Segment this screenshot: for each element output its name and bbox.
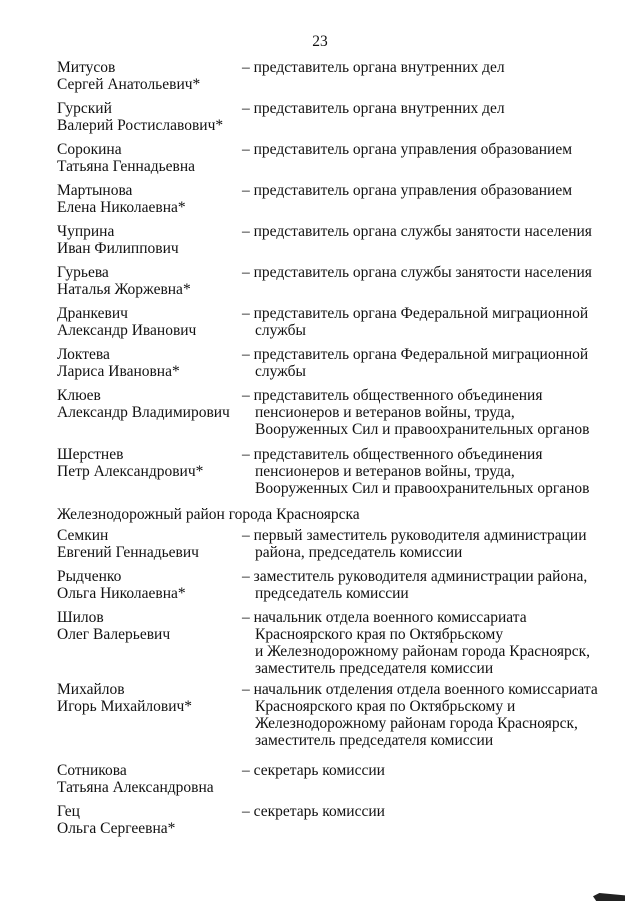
member-role-line: – представитель органа внутренних дел [242, 100, 505, 117]
member-surname: Мартынова [57, 182, 133, 199]
member-role-line: пенсионеров и ветеранов войны, труда, [255, 404, 515, 421]
member-surname: Михайлов [57, 681, 125, 698]
member-given-names: Евгений Геннадьевич [57, 544, 199, 561]
member-name [57, 305, 237, 339]
member-given-names: Петр Александрович* [57, 463, 204, 480]
member-role-line: Красноярского края по Октябрьскому [255, 626, 504, 643]
member-surname: Рыдченко [57, 568, 122, 585]
member-role [242, 346, 622, 380]
member-given-names: Наталья Жоржевна* [57, 281, 191, 298]
member-role [242, 182, 622, 199]
member-given-names: Ольга Сергеевна* [57, 820, 176, 837]
member-name [57, 609, 237, 643]
member-role-line: – секретарь комиссии [242, 762, 385, 779]
member-role [242, 446, 622, 497]
member-role-line: – начальник отделения отдела военного комиссариата [242, 681, 598, 698]
member-given-names: Олег Валерьевич [57, 626, 171, 643]
member-role-line: – представитель органа управления образованием [242, 141, 573, 158]
member-surname: Клюев [57, 387, 101, 404]
member-given-names: Татьяна Геннадьевна [57, 158, 196, 175]
member-surname: Локтева [57, 346, 110, 363]
member-surname: Сорокина [57, 141, 122, 158]
member-role-line: Красноярского края по Октябрьскому и [255, 698, 516, 715]
member-given-names: Иван Филиппович [57, 240, 179, 257]
member-surname: Шилов [57, 609, 104, 626]
member-role-line: заместитель председателя комиссии [255, 660, 494, 677]
member-role-line: – представитель общественного объединения [242, 387, 543, 404]
member-role-line: – представитель органа Федеральной миграционной [242, 305, 589, 322]
member-role [242, 387, 622, 438]
member-role-line: пенсионеров и ветеранов войны, труда, [255, 463, 515, 480]
member-surname: Дранкевич [57, 305, 128, 322]
member-given-names: Валерий Ростиславович* [57, 117, 224, 134]
member-role-line: – первый заместитель руководителя администрации [242, 527, 587, 544]
member-role [242, 762, 622, 779]
page-number: 23 [312, 33, 328, 50]
member-given-names: Татьяна Александровна [57, 779, 214, 796]
member-surname: Сотникова [57, 762, 127, 779]
member-role-line: заместитель председателя комиссии [255, 732, 494, 749]
member-name [57, 762, 237, 796]
scan-edge-mark [593, 893, 625, 901]
member-role-line: Вооруженных Сил и правоохранительных органов [255, 421, 590, 438]
member-given-names: Лариса Ивановна* [57, 363, 180, 380]
member-role-line: службы [255, 363, 306, 380]
member-given-names: Александр Владимирович [57, 404, 230, 421]
member-surname: Семкин [57, 527, 109, 544]
member-role [242, 141, 622, 158]
member-surname: Гурьева [57, 264, 109, 281]
member-name [57, 527, 237, 561]
member-role-line: службы [255, 322, 306, 339]
member-role [242, 305, 622, 339]
member-name [57, 681, 237, 715]
member-role [242, 100, 622, 117]
member-role-line: председатель комиссии [255, 585, 409, 602]
member-surname: Шерстнев [57, 446, 124, 463]
member-role [242, 681, 622, 749]
member-role-line: – представитель органа службы занятости населения [242, 264, 592, 281]
member-given-names: Игорь Михайлович* [57, 698, 193, 715]
member-role [242, 223, 622, 240]
member-name [57, 346, 237, 380]
member-given-names: Александр Иванович [57, 322, 197, 339]
member-given-names: Ольга Николаевна* [57, 585, 186, 602]
member-name [57, 182, 237, 216]
member-name [57, 387, 237, 421]
member-surname: Гурский [57, 100, 112, 117]
member-name [57, 223, 237, 257]
member-name [57, 568, 237, 602]
member-role-line: и Железнодорожному районам города Красноярск, [255, 643, 591, 660]
member-name [57, 141, 237, 175]
member-role-line: – начальник отдела военного комиссариата [242, 609, 527, 626]
member-surname: Гец [57, 803, 80, 820]
member-role [242, 264, 622, 281]
section-heading: Железнодорожный район города Красноярска [57, 506, 360, 523]
member-role-line: – секретарь комиссии [242, 803, 385, 820]
member-surname: Чуприна [57, 223, 115, 240]
member-role-line: – представитель органа управления образованием [242, 182, 573, 199]
member-role [242, 568, 622, 602]
member-role-line: – заместитель руководителя администрации района, [242, 568, 588, 585]
member-role-line: района, председатель комиссии [255, 544, 463, 561]
member-role-line: – представитель органа Федеральной миграционной [242, 346, 589, 363]
member-name [57, 803, 237, 837]
member-role [242, 527, 622, 561]
member-given-names: Елена Николаевна* [57, 199, 186, 216]
member-role-line: Железнодорожному районам города Красноярск, [255, 715, 578, 732]
member-name [57, 446, 237, 480]
member-name [57, 264, 237, 298]
member-role-line: – представитель органа службы занятости населения [242, 223, 592, 240]
member-role [242, 609, 622, 677]
member-surname: Митусов [57, 59, 116, 76]
member-role-line: – представитель общественного объединения [242, 446, 543, 463]
member-role-line: – представитель органа внутренних дел [242, 59, 505, 76]
member-name [57, 59, 237, 93]
member-given-names: Сергей Анатольевич* [57, 76, 201, 93]
member-name [57, 100, 237, 134]
member-role-line: Вооруженных Сил и правоохранительных органов [255, 480, 590, 497]
member-role [242, 803, 622, 820]
member-role [242, 59, 622, 76]
